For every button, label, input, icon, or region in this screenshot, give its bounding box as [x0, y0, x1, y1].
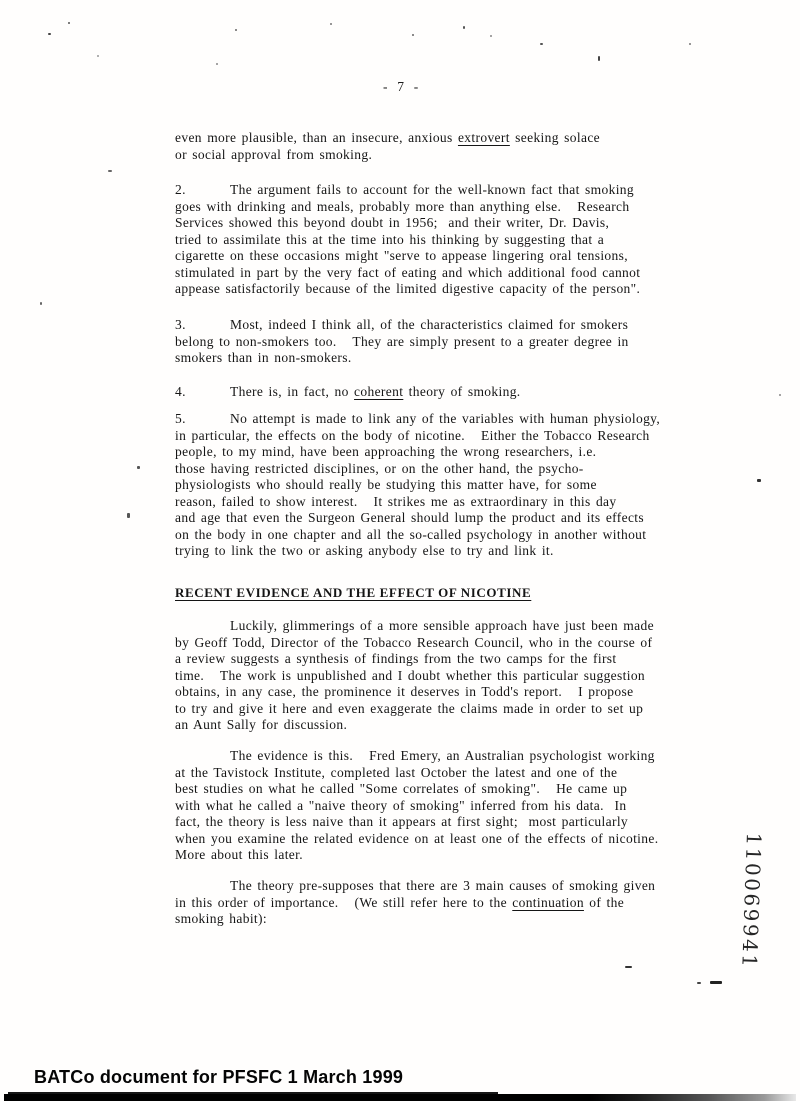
text-line: smokers than in non-smokers. [175, 350, 352, 365]
paragraph-number: 5. [175, 411, 186, 426]
text-line: an Aunt Sally for discussion. [175, 717, 348, 732]
paragraph [175, 411, 765, 560]
paragraph [175, 317, 765, 367]
text-line: by Geoff Todd, Director of the Tobacco Research Council, who in the course of [175, 634, 653, 650]
text-line: fact, the theory is less naive than it appears at first sight; most particularly [175, 814, 629, 829]
text-line: appease satisfactorily because of the limited digestive capacity of the person". [175, 281, 641, 296]
paragraph [175, 384, 765, 401]
scan-speck [412, 34, 414, 36]
paragraph-number: 4. [175, 384, 186, 399]
scan-speck [40, 302, 42, 305]
text-line: Services showed this beyond doubt in 1956; and their writer, Dr. Davis, [175, 215, 610, 230]
text-line: a review suggests a synthesis of findings from the two camps for the first [175, 651, 617, 666]
scan-speck [757, 479, 761, 482]
scan-speck [710, 981, 722, 984]
text-line: Luckily, glimmerings of a more sensible approach have just been made [230, 618, 654, 633]
text-line: stimulated in part by the very fact of eating and which additional food cannot [175, 264, 641, 280]
paragraph [175, 130, 765, 163]
paragraph-number: 2. [175, 182, 186, 197]
paragraph [175, 878, 765, 928]
paragraph [175, 618, 765, 734]
text-line: The evidence is this. Fred Emery, an Australian psychologist working [230, 748, 655, 763]
text-line: smoking habit): [175, 911, 267, 926]
scan-speck [697, 982, 701, 984]
text-line: tried to assimilate this at the time into his thinking by suggesting that a [175, 231, 605, 247]
text-line: best studies on what he called "Some correlates of smoking". He came up [175, 781, 628, 796]
text-line: The theory pre-supposes that there are 3 main causes of smoking given [230, 878, 656, 893]
scan-speck [490, 35, 492, 37]
text-line: 5. No attempt is made to link any of the variables with human physiology, [175, 411, 661, 426]
paragraph [175, 182, 765, 298]
text-line: when you examine the related evidence on at least one of the effects of nicotine. [175, 830, 659, 846]
text-line: people, to my mind, have been approaching the wrong researchers, i.e. [175, 444, 597, 459]
section-heading: RECENT EVIDENCE AND THE EFFECT OF NICOTINE [175, 585, 532, 600]
paragraph [175, 748, 765, 864]
scan-speck [137, 466, 140, 469]
text-line: in particular, the effects on the body of nicotine. Either the Tobacco Research [175, 427, 650, 443]
text-line: even more plausible, than an insecure, anxious extrovert seeking solace [175, 130, 601, 145]
scan-speck [235, 29, 237, 31]
paragraph-number: 3. [175, 317, 186, 332]
scan-speck [689, 43, 691, 45]
text-line: goes with drinking and meals, probably more than anything else. Research [175, 198, 630, 214]
scan-speck [598, 56, 600, 61]
text-line: physiologists who should really be studying this matter have, for some [175, 477, 597, 492]
text-line: or social approval from smoking. [175, 146, 373, 162]
footer-caption: BATCo document for PFSFC 1 March 1999 [34, 1067, 404, 1087]
text-line: trying to link the two or asking anybody else to try and link it. [175, 543, 554, 558]
scan-speck [216, 63, 218, 65]
text-line: with what he called a "naive theory of smoking" inferred from his data. In [175, 797, 627, 813]
text-line: belong to non-smokers too. They are simply present to a greater degree in [175, 333, 629, 349]
bottom-scan-bar [4, 1094, 796, 1101]
text-line: 4. There is, in fact, no coherent theory of smoking. [175, 384, 521, 399]
scan-speck [779, 394, 781, 396]
text-line: 2. The argument fails to account for the well-known fact that smoking [175, 182, 634, 197]
scan-speck [97, 55, 99, 57]
scan-speck [68, 22, 70, 24]
text-line: at the Tavistock Institute, completed last October the latest and one of the [175, 764, 618, 780]
text-line: and age that even the Surgeon General should lump the product and its effects [175, 510, 645, 525]
text-line: cigarette on these occasions might "serve to appease lingering oral tensions, [175, 248, 628, 263]
scan-speck [48, 33, 51, 35]
scan-speck [108, 170, 112, 172]
page-number: - 7 - [383, 79, 420, 94]
bates-number: 110069941 [737, 832, 766, 970]
text-line: 3. Most, indeed I think all, of the characteristics claimed for smokers [175, 317, 629, 332]
scan-speck [540, 43, 543, 45]
text-line: obtains, in any case, the prominence it deserves in Todd's report. I propose [175, 684, 634, 699]
text-line: in this order of importance. (We still refer here to the continuation of the [175, 894, 625, 910]
scan-speck [463, 26, 465, 29]
text-line: on the body in one chapter and all the so-called psychology in another without [175, 526, 647, 542]
text-line: time. The work is unpublished and I doubt whether this particular suggestion [175, 667, 646, 683]
text-line: More about this later. [175, 847, 303, 862]
scan-speck [127, 513, 130, 518]
text-line: reason, failed to show interest. It strikes me as extraordinary in this day [175, 493, 617, 509]
text-line: to try and give it here and even exaggerate the claims made in order to set up [175, 700, 644, 716]
text-line: those having restricted disciplines, or on the other hand, the psycho- [175, 460, 584, 476]
scan-speck [330, 23, 332, 25]
scan-speck [625, 966, 632, 968]
